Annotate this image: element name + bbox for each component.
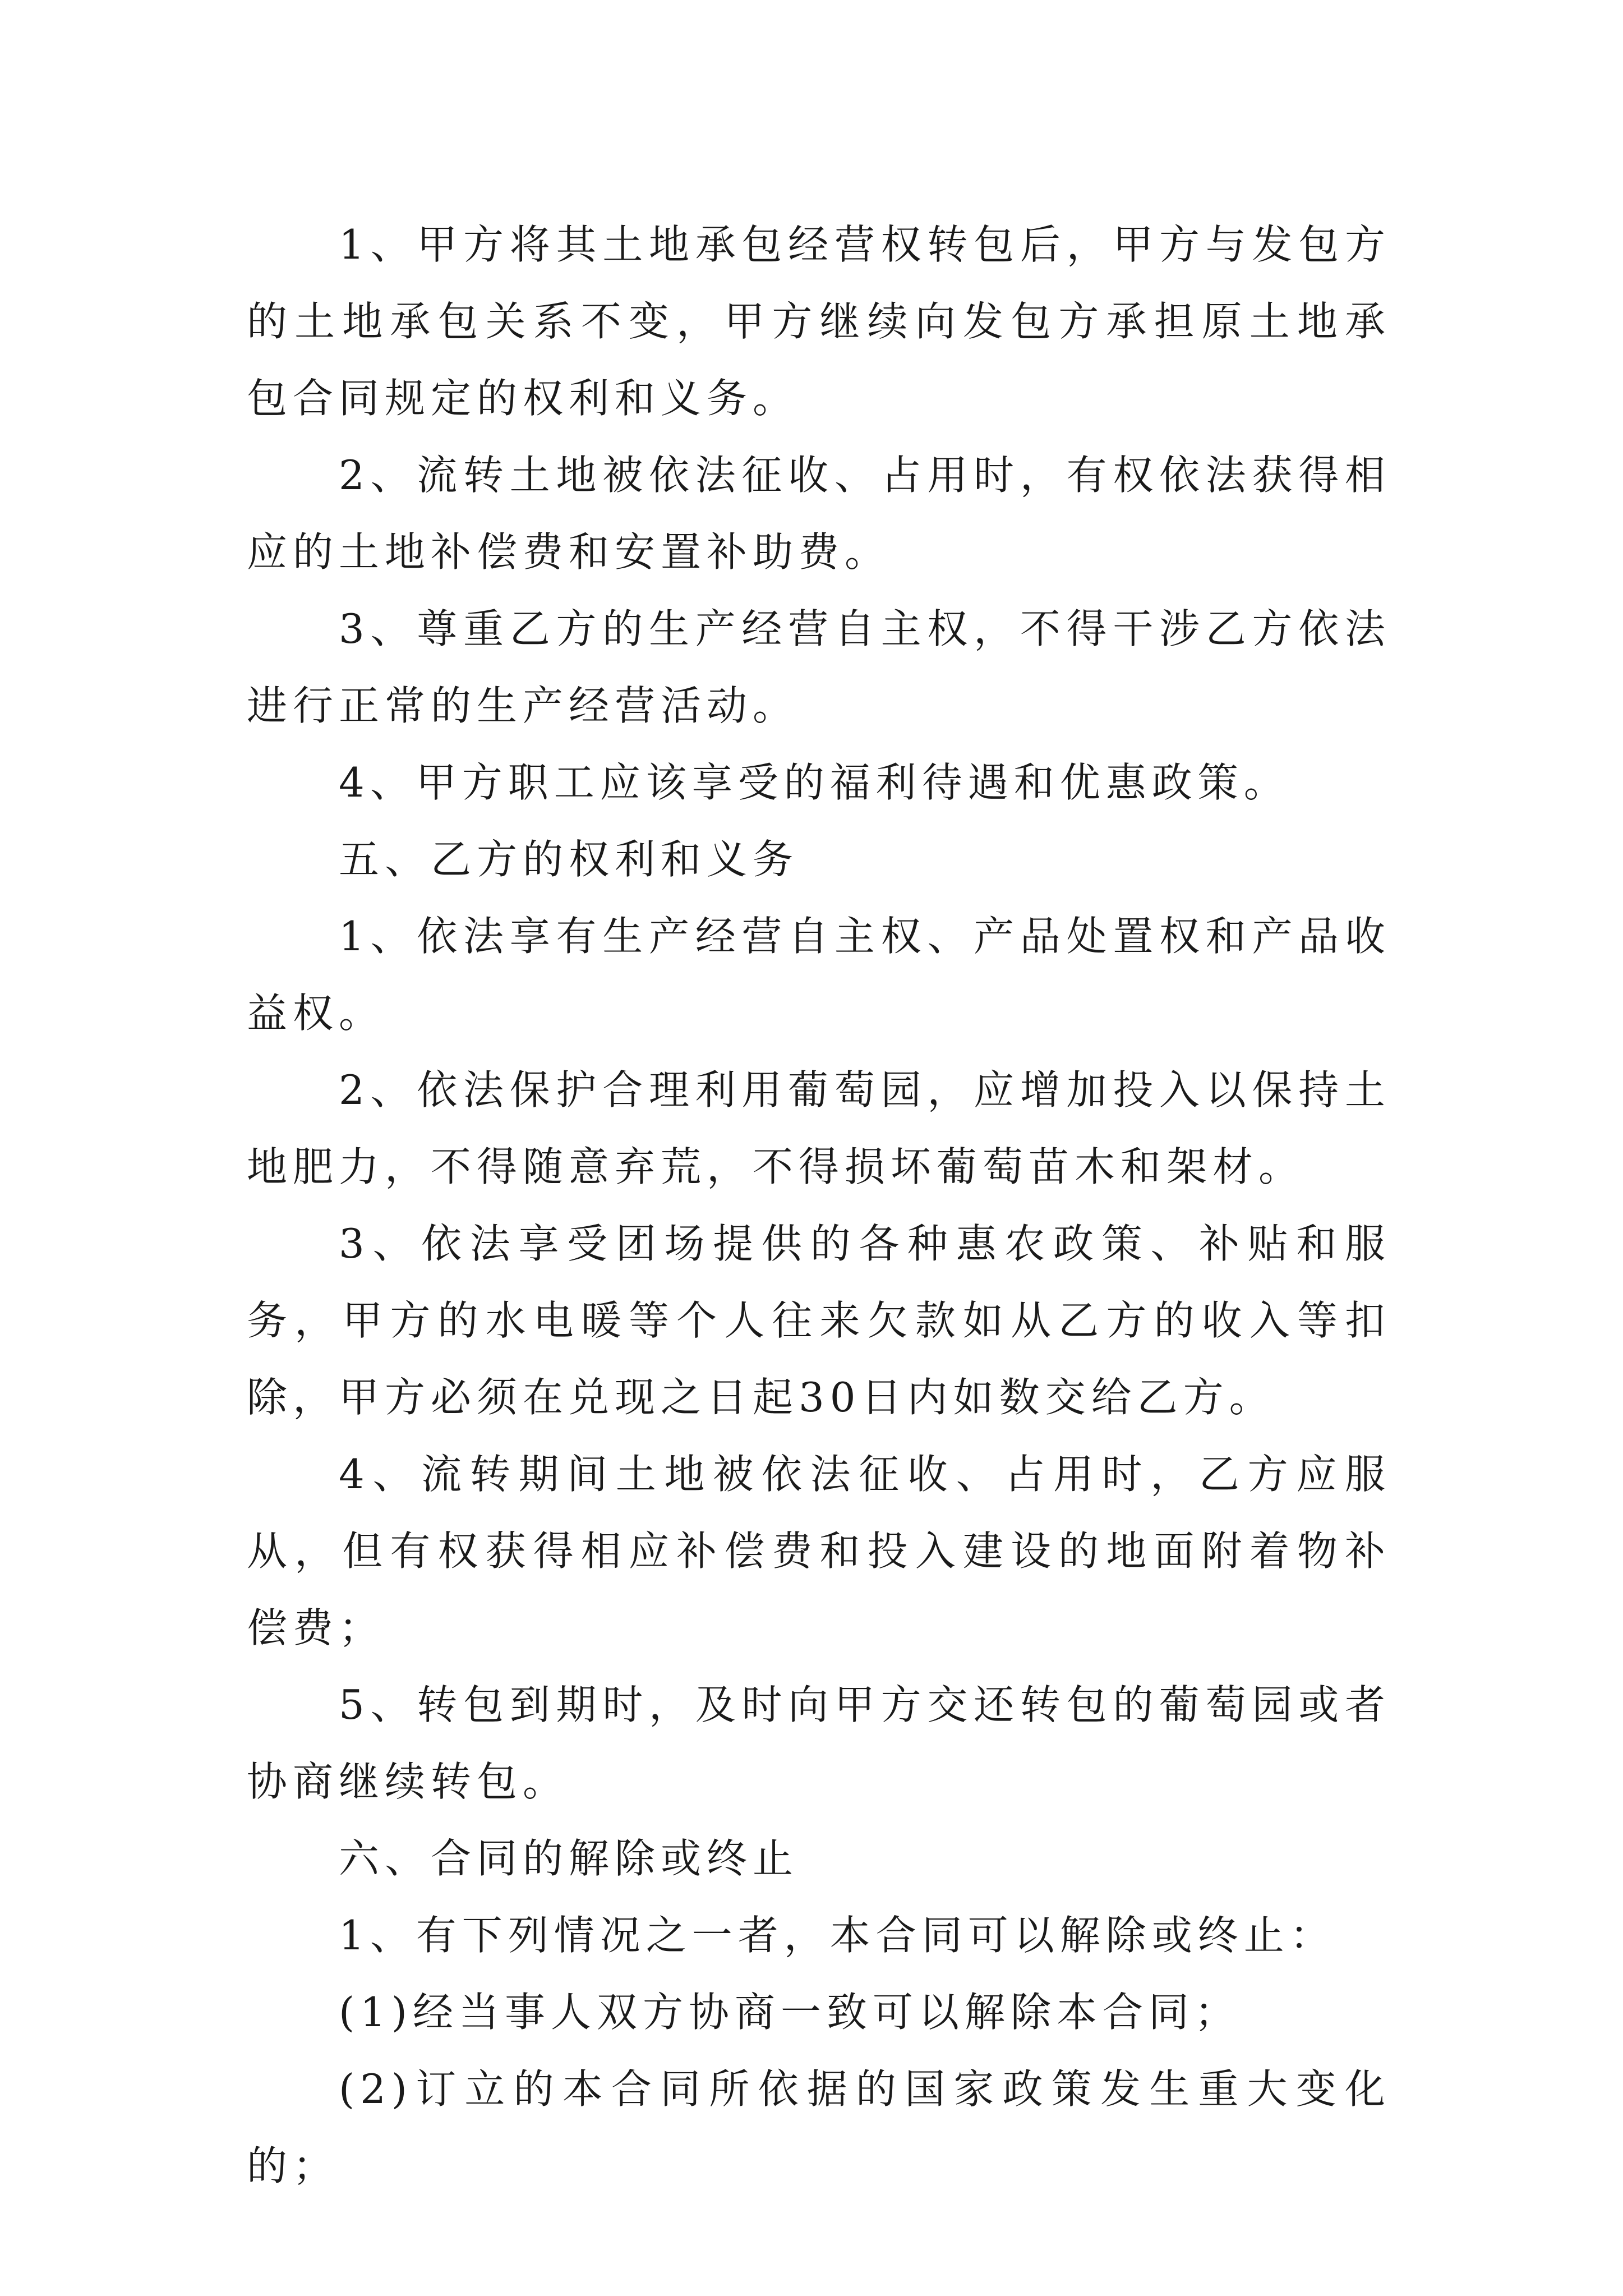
paragraph-party-b-right-5: 5、转包到期时，及时向甲方交还转包的葡萄园或者协商继续转包。: [247, 1681, 1391, 1805]
paragraph-termination-item-2: (2)订立的本合同所依据的国家政策发生重大变化的；: [247, 2065, 1391, 2189]
paragraph-party-b-right-1: 1、依法享有生产经营自主权、产品处置权和产品收益权。: [247, 913, 1391, 1037]
paragraph-termination-item-1: (1)经当事人双方协商一致可以解除本合同；: [339, 1989, 1241, 2036]
paragraph-termination-1: 1、有下列情况之一者，本合同可以解除或终止：: [339, 1912, 1336, 1959]
section-heading-termination: 六、合同的解除或终止: [339, 1835, 799, 1882]
paragraph-party-a-obligation-3: 3、尊重乙方的生产经营自主权，不得干涉乙方依法进行正常的生产经营活动。: [247, 605, 1391, 729]
paragraph-party-b-right-2: 2、依法保护合理利用葡萄园，应增加投入以保持土地肥力，不得随意弃荒，不得损坏葡萄苗木和架材。: [247, 1066, 1391, 1190]
paragraph-party-a-obligation-1: 1、甲方将其土地承包经营权转包后，甲方与发包方的土地承包关系不变，甲方继续向发包方承担原土地承包合同规定的权利和义务。: [247, 221, 1391, 422]
section-heading-party-b: 五、乙方的权利和义务: [339, 836, 799, 883]
paragraph-party-a-obligation-2: 2、流转土地被依法征收、占用时，有权依法获得相应的土地补偿费和安置补助费。: [247, 452, 1391, 576]
paragraph-party-a-obligation-4: 4、甲方职工应该享受的福利待遇和优惠政策。: [339, 759, 1290, 806]
document-body: [247, 206, 1391, 2205]
paragraph-party-b-right-3: 3、依法享受团场提供的各种惠农政策、补贴和服务，甲方的水电暖等个人往来欠款如从乙方的收入等扣除，甲方必须在兑现之日起30日内如数交给乙方。: [247, 1220, 1391, 1421]
paragraph-party-b-right-4: 4、流转期间土地被依法征收、占用时，乙方应服从，但有权获得相应补偿费和投入建设的地面附着物补偿费；: [247, 1451, 1391, 1651]
